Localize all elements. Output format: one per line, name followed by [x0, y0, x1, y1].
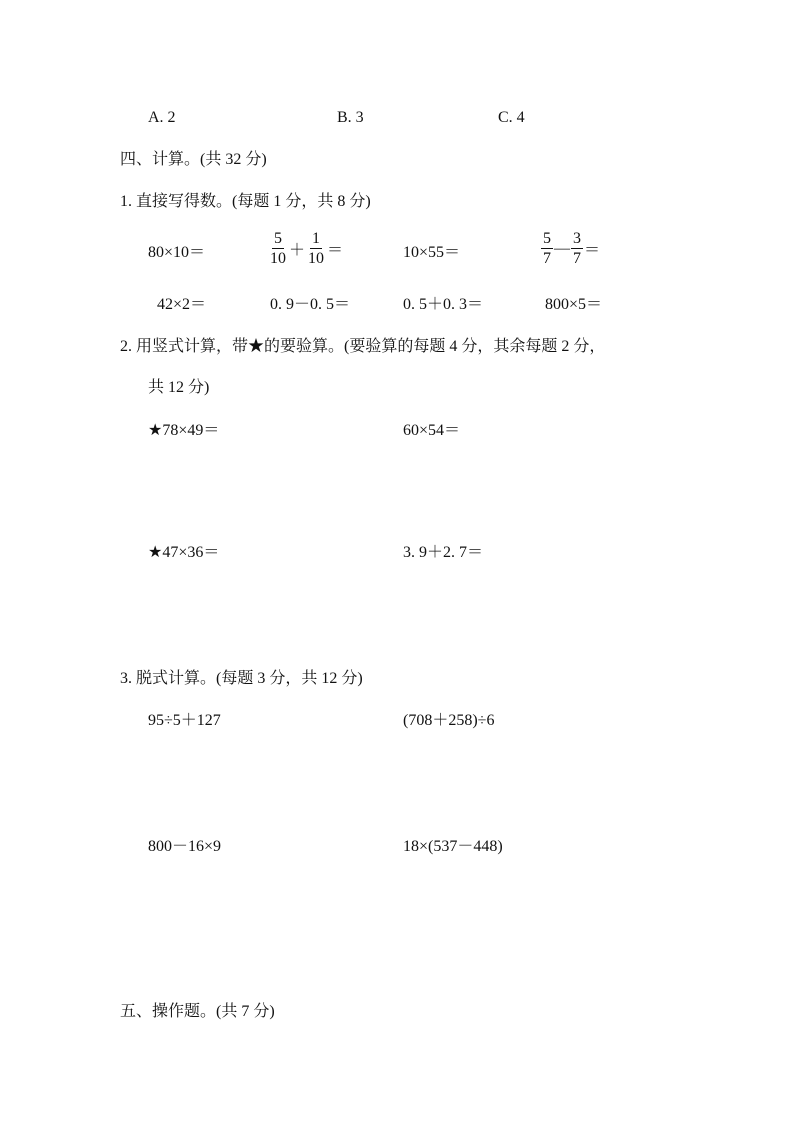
q1-item-5: 42×2＝	[157, 296, 207, 313]
numerator: 1	[312, 230, 321, 247]
q1-item-3: 10×55＝	[403, 244, 461, 261]
q3-item-2: (708＋258)÷6	[403, 712, 495, 729]
q3-title: 3. 脱式计算。(每题 3 分，共 12 分)	[120, 670, 363, 687]
numerator: 5	[274, 230, 282, 247]
q1-item-7: 0. 5＋0. 3＝	[403, 296, 484, 313]
q1-title: 1. 直接写得数。(每题 1 分，共 8 分)	[120, 193, 371, 210]
denominator: 7	[573, 250, 581, 267]
fraction-1	[541, 230, 553, 267]
q3-item-3: 800－16×9	[148, 838, 222, 855]
q1-item-6: 0. 9－0. 5＝	[270, 296, 351, 313]
denominator: 10	[308, 250, 325, 267]
q3-item-1: 95÷5＋127	[148, 712, 221, 729]
equals-sign: ＝	[327, 242, 344, 259]
q1-item-2-fraction-expr	[268, 230, 344, 267]
fraction-1	[268, 230, 288, 267]
choice-a: A. 2	[148, 109, 176, 126]
q2-title-line2: 共 12 分)	[148, 379, 210, 396]
denominator: 7	[543, 250, 551, 267]
numerator: 3	[573, 230, 581, 247]
q1-item-8: 800×5＝	[545, 296, 603, 313]
q2-item-3: ★47×36＝	[148, 544, 220, 561]
q3-item-4: 18×(537－448)	[403, 838, 503, 855]
choice-b: B. 3	[337, 109, 364, 126]
section5-heading: 五、操作题。(共 7 分)	[120, 1003, 275, 1020]
q1-item-1: 80×10＝	[148, 244, 206, 261]
q2-title-line1: 2. 用竖式计算，带★的要验算。(要验算的每题 4 分，其余每题 2 分，	[120, 338, 606, 355]
q2-item-2: 60×54＝	[403, 422, 461, 439]
fraction-2	[306, 230, 326, 267]
q2-item-4: 3. 9＋2. 7＝	[403, 544, 484, 561]
section4-heading: 四、计算。(共 32 分)	[120, 151, 267, 168]
operator: —	[554, 239, 570, 257]
equals-sign: ＝	[584, 242, 601, 259]
q1-item-4-fraction-expr	[541, 230, 601, 267]
q2-item-1: ★78×49＝	[148, 422, 220, 439]
numerator: 5	[543, 230, 551, 247]
denominator: 10	[270, 250, 286, 267]
operator: ＋	[289, 242, 306, 259]
choice-c: C. 4	[498, 109, 525, 126]
fraction-2	[571, 230, 583, 267]
